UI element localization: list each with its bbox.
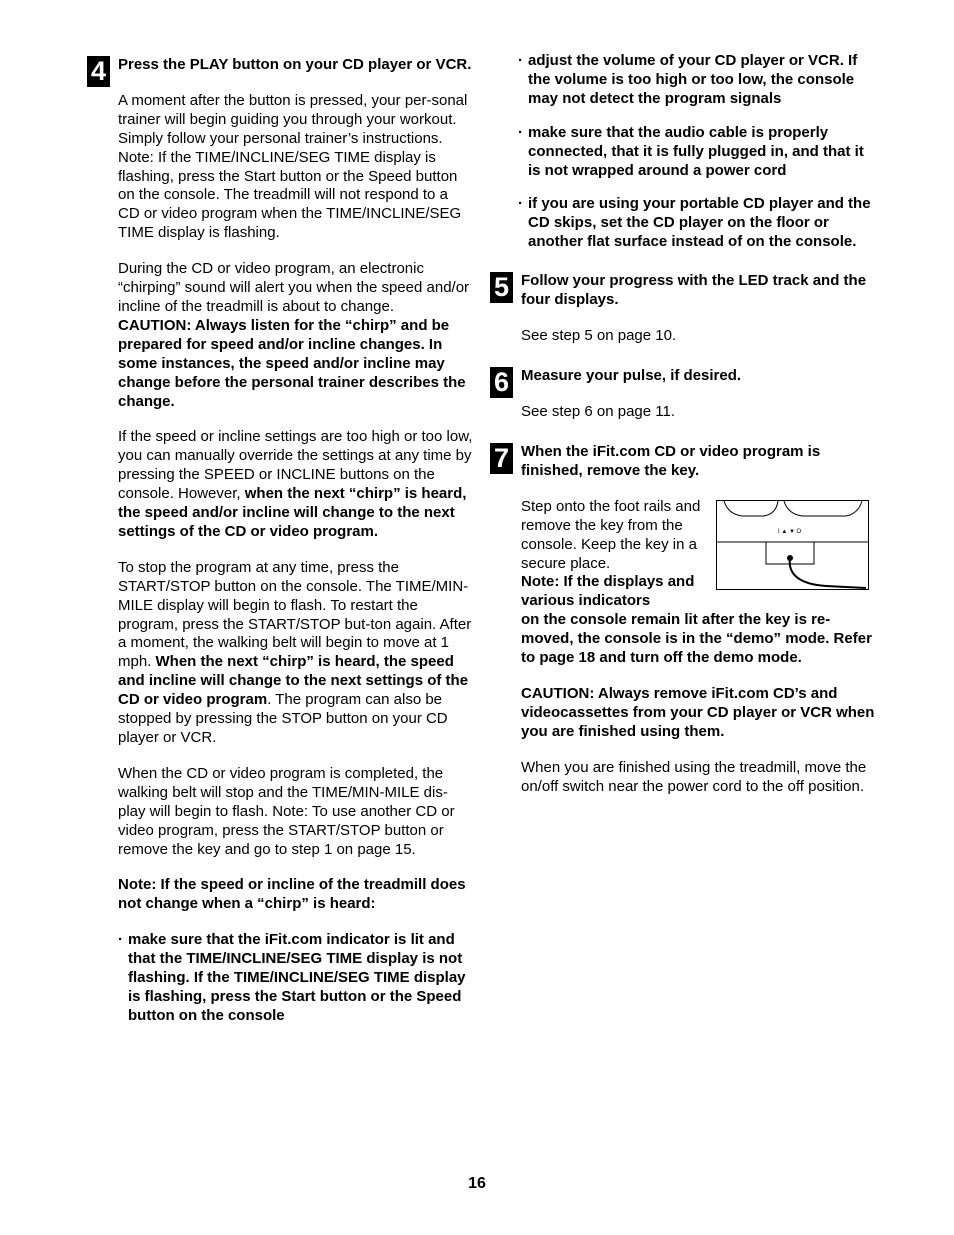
- note-heading: Note: If the speed or incline of the treadmill does not change when a “chirp” is heard:: [118, 876, 466, 913]
- bullet-dot: ·: [518, 52, 523, 69]
- paragraph-text: . The program can also be stopped by pressing the STOP button on your CD player or VCR.: [118, 691, 448, 746]
- bullet-dot: ·: [518, 123, 523, 141]
- bullet-dot: ·: [118, 931, 123, 949]
- step-number-badge: 6: [490, 367, 513, 398]
- step-number-badge: 5: [490, 272, 513, 303]
- paragraph: [118, 428, 473, 541]
- bullet-item: [518, 195, 876, 252]
- step-7-body: [521, 443, 876, 814]
- page-number: 16: [468, 1175, 486, 1192]
- key-console-illustration-icon: [716, 500, 869, 590]
- paragraph-text: Step onto the foot rails and remove the key from the console. Keep the key in a secure place.: [521, 497, 701, 572]
- bullet-text: if you are using your portable CD player and the CD skips, set the CD player on the floor or another flat surface instead of on the console.: [528, 195, 871, 251]
- paragraph-bold: when the next “chirp” is heard, the speed and/or incline will change to the next settings of the CD or video program.: [118, 485, 467, 540]
- bullet-text: adjust the volume of your CD player or VCR. If the volume is too high or too low, the console may not detect the program signals: [528, 52, 858, 107]
- caution-text: CAUTION: Always listen for the “chirp” and be prepared for speed and/or incline changes. In some instances, the speed and/or incline may change before the personal trainer describes the change.: [118, 316, 466, 410]
- paragraph: When you are finished using the treadmill, move the on/off switch near the power cord to the off position.: [521, 758, 867, 795]
- step-5-body: [521, 272, 876, 363]
- paragraph: See step 6 on page 11.: [521, 402, 676, 420]
- paragraph-text: To stop the program at any time, press the START/STOP button on the console. The TIME/MIN-MILE display will begin to flash. To restart the program, press the START/STOP but-ton again. After a moment, the walking belt will begin to move at 1 mph.: [118, 558, 472, 671]
- step-heading: Press the PLAY button on your CD player or VCR.: [118, 56, 472, 73]
- paragraph-text: During the CD or video program, an electronic “chirping” sound will alert you when the speed and/or incline of the treadmill is about to change.: [118, 260, 470, 315]
- caution-text: CAUTION: Always remove iFit.com CD’s and videocassettes from your CD player or VCR when you are finished using them.: [521, 684, 875, 740]
- paragraph-bold: When the next “chirp” is heard, the speed and incline will change to the next settings of the CD or video program: [118, 653, 469, 709]
- paragraph: [521, 498, 716, 611]
- bullet-item: [518, 52, 876, 109]
- paragraph-bold: on the console remain lit after the key is re-moved, the console is in the “demo” mode. Refer to page 18 and turn off the demo mode.: [521, 611, 872, 667]
- step-heading: Measure your pulse, if desired.: [521, 367, 742, 384]
- paragraph-text: Note: If the TIME/INCLINE/SEG TIME display is flashing, press the Start button or the Speed button on the console. The treadmill will not respond to a CD or video program when the TIME/INCLINE/SEG TIME display is flashing.: [118, 148, 462, 242]
- bullet-item: [518, 124, 876, 181]
- step-4-body: [118, 56, 473, 1041]
- step-heading: Follow your progress with the LED track and the four displays.: [521, 272, 867, 308]
- step-heading: When the iFit.com CD or video program is finished, remove the key.: [521, 443, 821, 479]
- paragraph: [118, 559, 473, 748]
- bullet-text: make sure that the audio cable is properly connected, that it is fully plugged in, and that it is not wrapped around a power cord: [528, 123, 864, 179]
- bullet-text: make sure that the iFit.com indicator is lit and that the TIME/INCLINE/SEG TIME display is not flashing. If the TIME/INCLINE/SEG TIME display is flashing, press the Start button or the Speed button on the console: [128, 931, 466, 1024]
- paragraph-text: A moment after the button is pressed, your per-sonal trainer will begin guiding you through your workout. Simply follow your personal trainer’s instructions.: [118, 91, 468, 147]
- paragraph-text: If the speed or incline settings are too high or too low, you can manually override the settings at any time by pressing the SPEED or INCLINE buttons on the console. However,: [118, 428, 473, 503]
- bullet-list: [518, 52, 876, 267]
- bullet-item: [118, 931, 473, 1026]
- paragraph: [118, 92, 473, 243]
- paragraph: [118, 260, 473, 411]
- step-6-body: [521, 367, 876, 439]
- paragraph: When the CD or video program is completed, the walking belt will stop and the TIME/MIN-MILE dis-play will begin to flash. Note: To use another CD or video program, press the START/STOP button or remove the key and go to step 1 on page 15.: [118, 764, 455, 858]
- step-number-badge: 7: [490, 443, 513, 474]
- paragraph-bold: Note: If the displays and various indicators: [521, 573, 695, 610]
- step-number-badge: 4: [87, 56, 110, 87]
- paragraph: See step 5 on page 10.: [521, 326, 677, 344]
- svg-text:I ▲ ▼ O: I ▲ ▼ O: [778, 529, 802, 535]
- bullet-dot: ·: [518, 195, 523, 213]
